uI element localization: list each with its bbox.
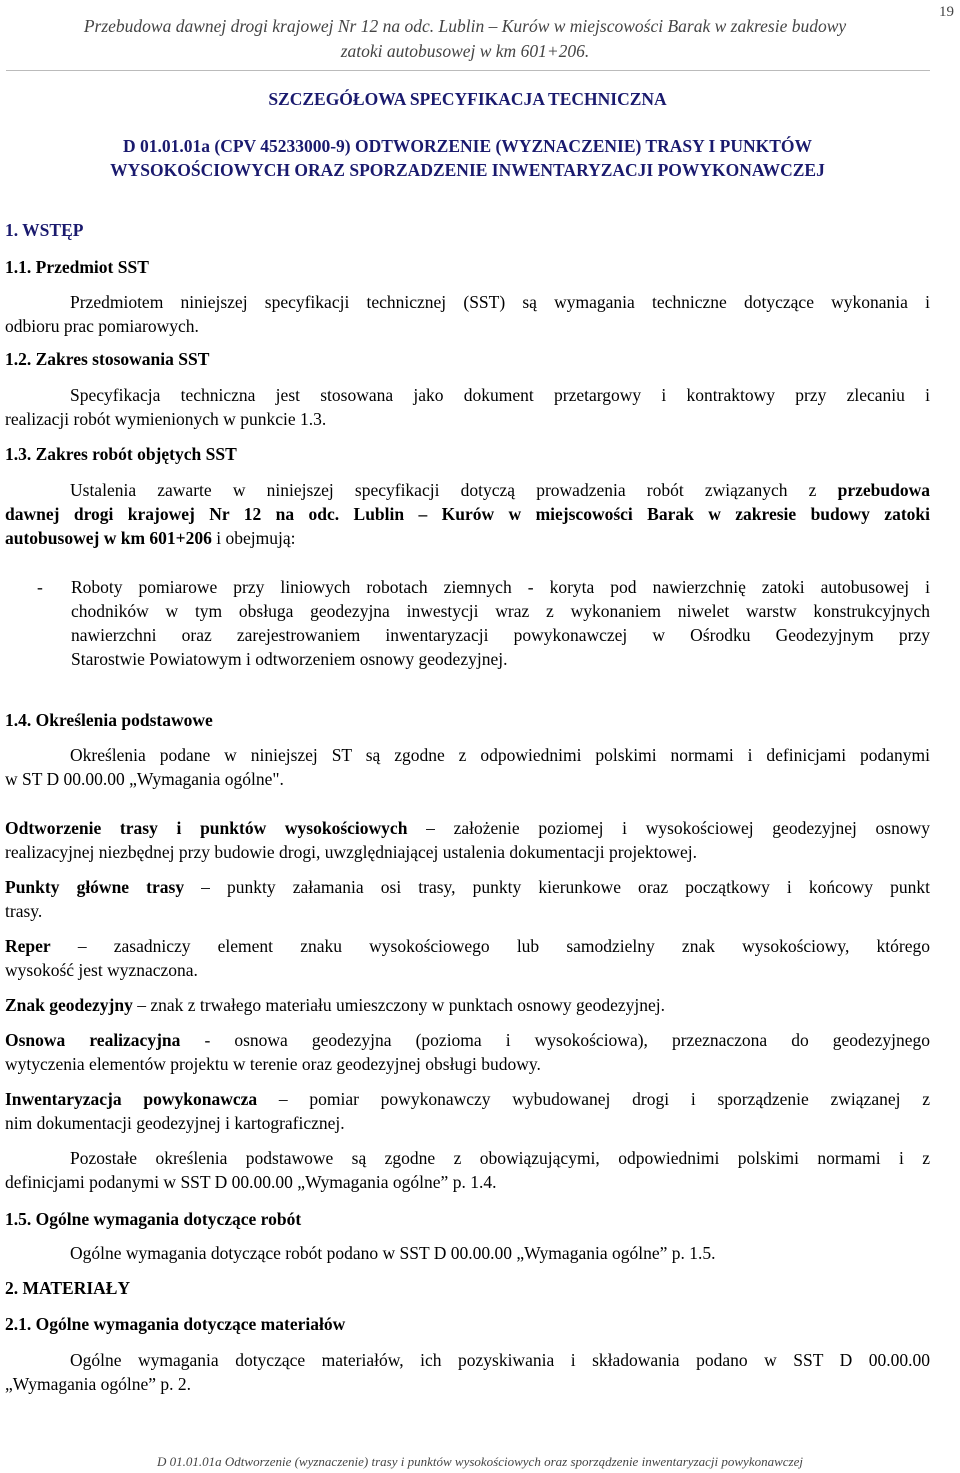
section-heading: 1. WSTĘP xyxy=(5,220,84,240)
definition-line: nim dokumentacji geodezyjnej i kartograficznej. xyxy=(5,1113,345,1133)
definition-term: Osnowa realizacyjna xyxy=(5,1030,181,1050)
definition-line: realizacyjnej niezbędnej przy budowie drogi, uwzględniającej ustalenia dokumentacji projektowej. xyxy=(5,842,697,862)
definition-term: Inwentaryzacja powykonawcza xyxy=(5,1089,258,1109)
paragraph-line: „Wymagania ogólne” p. 2. xyxy=(5,1374,192,1394)
paragraph-line: Specyfikacja techniczna jest stosowana jako dokument przetargowy i kontraktowy przy zlecaniu i xyxy=(70,385,930,405)
subsection-heading: 1.5. Ogólne wymagania dotyczące robót xyxy=(5,1209,302,1229)
header-divider xyxy=(6,70,930,71)
definition-line xyxy=(5,1087,930,1111)
spec-subtitle-line: WYSOKOŚCIOWYCH ORAZ SPORZADZENIE INWENTARYZACJI POWYKONAWCZEJ xyxy=(110,160,825,180)
definition-term: Reper xyxy=(5,936,51,956)
paragraph-line xyxy=(5,478,930,502)
paragraph-line: Określenia podane w niniejszej ST są zgodne z odpowiednimi polskimi normami i definicjami podanymi xyxy=(70,745,930,765)
definition-line xyxy=(5,934,930,958)
definition-text: – założenie poziomej i wysokościowej geodezyjnej osnowy xyxy=(407,818,930,838)
paragraph-line: Pozostałe określenia podstawowe są zgodne z obowiązującymi, odpowiednimi polskimi normami i z xyxy=(70,1148,930,1168)
list-item-line: chodników w tym obsługa geodezyjna inwestycji wraz z wykonaniem niwelet warstw konstrukcyjnych xyxy=(71,601,930,621)
paragraph-text: i obejmują: xyxy=(211,528,296,548)
definition-line xyxy=(5,1028,930,1052)
paragraph-line: Ogólne wymagania dotyczące robót podano w SST D 00.00.00 „Wymagania ogólne” p. 1.5. xyxy=(70,1243,716,1263)
spec-subtitle-line: D 01.01.01a (CPV 45233000-9) ODTWORZENIE (WYZNACZENIE) TRASY I PUNKTÓW xyxy=(122,136,813,156)
definition-term: Znak geodezyjny xyxy=(5,995,133,1015)
list-item-line: Roboty pomiarowe przy liniowych robotach ziemnych - koryta pod nawierzchnię zatoki autobusowej i xyxy=(71,577,930,597)
list-item-line: Starostwie Powiatowym i odtworzeniem osnowy geodezyjnej. xyxy=(71,649,508,669)
paragraph-line: Przedmiotem niniejszej specyfikacji technicznej (SST) są wymagania techniczne dotyczące wykonania i xyxy=(70,292,930,312)
section-heading: 2. MATERIAŁY xyxy=(5,1278,131,1298)
paragraph-text: Ustalenia zawarte w niniejszej specyfikacji dotyczą prowadzenia robót związanych z xyxy=(70,480,817,500)
subsection-heading: 2.1. Ogólne wymagania dotyczące materiałów xyxy=(5,1314,346,1334)
paragraph-bold-text: autobusowej w km 601+206 xyxy=(5,528,212,548)
running-header xyxy=(6,14,924,64)
subsection-heading: 1.2. Zakres stosowania SST xyxy=(5,349,210,369)
running-header-line: Przebudowa dawnej drogi krajowej Nr 12 na odc. Lublin – Kurów w miejscowości Barak w zakresie budowy xyxy=(83,16,847,36)
document-title: SZCZEGÓŁOWA SPECYFIKACJA TECHNICZNA xyxy=(268,89,667,109)
running-footer: D 01.01.01a Odtworzenie (wyznaczenie) trasy i punktów wysokościowych oraz sporządzenie inwentaryzacji powykonawczej xyxy=(157,1454,803,1469)
definition-text: – znak z trwałego materiału umieszczony w punktach osnowy geodezyjnej. xyxy=(132,995,665,1015)
definition-text: – zasadniczy element znaku wysokościowego lub samodzielny znak wysokościowy, którego xyxy=(50,936,930,956)
paragraph-line xyxy=(5,526,930,550)
definition-line xyxy=(5,875,930,899)
subsection-heading: 1.3. Zakres robót objętych SST xyxy=(5,444,237,464)
definition-line: wysokość jest wyznaczona. xyxy=(5,960,198,980)
definition-term: Punkty główne trasy xyxy=(5,877,185,897)
paragraph-bold-text: przebudowa xyxy=(837,480,930,500)
paragraph-line: definicjami podanymi w SST D 00.00.00 „Wymagania ogólne” p. 1.4. xyxy=(5,1172,497,1192)
paragraph-line: realizacji robót wymienionych w punkcie 1.3. xyxy=(5,409,327,429)
definition-line: wytyczenia elementów projektu w terenie oraz geodezyjnej obsługi budowy. xyxy=(5,1054,541,1074)
definition-line: trasy. xyxy=(5,901,43,921)
page-number: 19 xyxy=(939,4,954,20)
list-bullet-dash: - xyxy=(37,577,43,597)
paragraph-line: odbioru prac pomiarowych. xyxy=(5,316,199,336)
paragraph-line: dawnej drogi krajowej Nr 12 na odc. Lublin – Kurów w miejscowości Barak w zakresie budowy zatoki xyxy=(5,504,930,524)
paragraph-line: Ogólne wymagania dotyczące materiałów, ich pozyskiwania i składowania podano w SST D 00.00.00 xyxy=(70,1350,930,1370)
definition-text: – punkty załamania osi trasy, punkty kierunkowe oraz początkowy i końcowy punkt xyxy=(184,877,931,897)
definition-line xyxy=(5,816,930,840)
list-item xyxy=(5,575,930,671)
definition-text: - osnowa geodezyjna (pozioma i wysokościowa), przeznaczona do geodezyjnego xyxy=(180,1030,930,1050)
definition-line xyxy=(5,993,930,1017)
subsection-heading: 1.4. Określenia podstawowe xyxy=(5,710,213,730)
paragraph-line: w ST D 00.00.00 „Wymagania ogólne". xyxy=(5,769,284,789)
running-header-line: zatoki autobusowej w km 601+206. xyxy=(340,41,590,61)
definition-text: – pomiar powykonawczy wybudowanej drogi i sporządzenie związanej z xyxy=(257,1089,930,1109)
subsection-heading: 1.1. Przedmiot SST xyxy=(5,257,149,277)
definition-term: Odtworzenie trasy i punktów wysokościowych xyxy=(5,818,408,838)
list-item-line: nawierzchni oraz zarejestrowaniem inwentaryzacji powykonawczej w Ośrodku Geodezyjnym przy xyxy=(71,625,930,645)
